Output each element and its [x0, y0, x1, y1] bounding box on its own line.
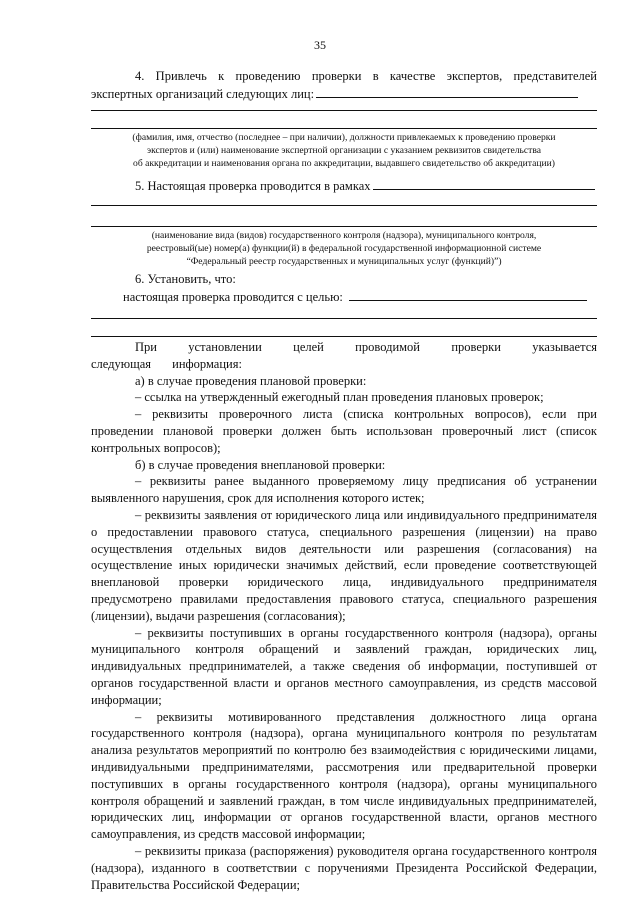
- item-4-fill-line: [316, 85, 578, 98]
- item-5-blank-line-2: [91, 226, 597, 227]
- paragraph-intro: При установлении целей проводимой проверки указывается следующая информация:: [91, 340, 597, 371]
- item-6-fill-line: [349, 288, 587, 301]
- paragraph-planned-plan-link: – ссылка на утвержденный ежегодный план проведения плановых проверок;: [135, 390, 544, 405]
- item-6-blank-line-1: [91, 318, 597, 319]
- item-5-blank-line-1: [91, 205, 597, 206]
- paragraph-planned-checklist: – реквизиты проверочного листа (списка контрольных вопросов), если при проведении плановой проверки должен быть использован проверочный лист (список контрольных вопросов);: [91, 407, 597, 455]
- paragraph-planned-heading: а) в случае проведения плановой проверки:: [135, 373, 367, 388]
- page-number: 35: [314, 38, 326, 52]
- item-5-fill-line: [373, 177, 595, 190]
- item-5-caption: [91, 229, 597, 269]
- item-6-line-2: [91, 288, 597, 306]
- item-6-blank-line-2: [91, 336, 597, 337]
- paragraph-unplanned-order: – реквизиты приказа (распоряжения) руководителя органа государственного контроля (надзора), изданного в соответствии с поручениями Президента Российской Федерации, Правительства Российской Федерации;: [91, 843, 597, 892]
- item-4-line-2-text: экспертных организаций следующих лиц:: [91, 86, 315, 101]
- item-4-line-1: 4. Привлечь к проведению проверки в качестве экспертов, представителей: [135, 69, 597, 83]
- paragraph-unplanned-heading: б) в случае проведения внеплановой проверки:: [135, 457, 386, 472]
- item-6-line-2-text: настоящая проверка проводится с целью:: [123, 289, 343, 304]
- paragraph-unplanned-motivated-submission: – реквизиты мотивированного представления должностного лица органа государственного контроля (надзора), органа муниципального контроля по результатам анализа результатов мероприятий по контролю без взаимодействия с юридическими лицами, индивидуальными предпринимателями, рассмотрения или предварительной проверки поступивших в органы государственного контроля (надзора), органы муниципального контроля обращений и заявлений граждан, в том числе индивидуальных предпринимателей, юридических лиц, информации от органов государственной власти, органов местного самоуправления, из средств массовой информации;: [91, 709, 597, 842]
- item-4-caption-line-3: об аккредитации и наименования органа по аккредитации, выдавшего свидетельство об аккредитации): [133, 158, 555, 170]
- item-5-caption-line-2: реестровый(ые) номер(а) функции(й) в федеральной государственной информационной системе: [146, 243, 542, 255]
- item-5-line-1-text: 5. Настоящая проверка проводится в рамках: [135, 179, 371, 193]
- item-5-line-1: [91, 177, 597, 195]
- purpose-instructions: [91, 339, 597, 893]
- item-4-caption-line-1: (фамилия, имя, отчество (последнее – при наличии), должности привлекаемых к проведению проверки: [132, 132, 556, 143]
- item-4-caption: [91, 131, 597, 171]
- item-4-blank-line-1: [91, 110, 597, 111]
- item-4-line-2: [91, 85, 597, 103]
- item-6-line-1: 6. Установить, что:: [135, 272, 236, 286]
- item-4-text: [91, 68, 597, 103]
- item-4-caption-line-2: экспертов и (или) наименование экспертной организации с указанием реквизитов свидетельства: [147, 145, 541, 157]
- item-5-caption-line-1: (наименование вида (видов) государственного контроля (надзора), муниципального контроля,: [151, 230, 537, 241]
- paragraph-unplanned-appeals: – реквизиты поступивших в органы государственного контроля (надзора), органы муниципального контроля обращений и заявлений граждан, юридических лиц, индивидуальных предпринимателей, а также сведения об информации, поступившей от органов государственной власти и органов местного самоуправления, из средств массовой информации;: [91, 625, 597, 707]
- item-4-blank-line-2: [91, 128, 597, 129]
- item-6-text: [91, 271, 597, 306]
- item-5-caption-line-3: “Федеральный реестр государственных и муниципальных услуг (функций)”): [186, 256, 502, 268]
- item-5-text: [91, 177, 597, 195]
- paragraph-unplanned-application: – реквизиты заявления от юридического лица или индивидуального предпринимателя о предоставлении правового статуса, специального разрешения (лицензии) на право осуществления отдельных видов деятельности или разрешения (согласования) на осуществление иных юридически значимых действий, если проведение соответствующей внеплановой проверки юридического лица, индивидуального предпринимателя предусмотрено правилами предоставления правового статуса, специального разрешения (лицензии), выдачи разрешения (согласования);: [91, 507, 597, 623]
- paragraph-unplanned-prescription: – реквизиты ранее выданного проверяемому лицу предписания об устранении выявленного нарушения, срок для исполнения которого истек;: [91, 474, 597, 506]
